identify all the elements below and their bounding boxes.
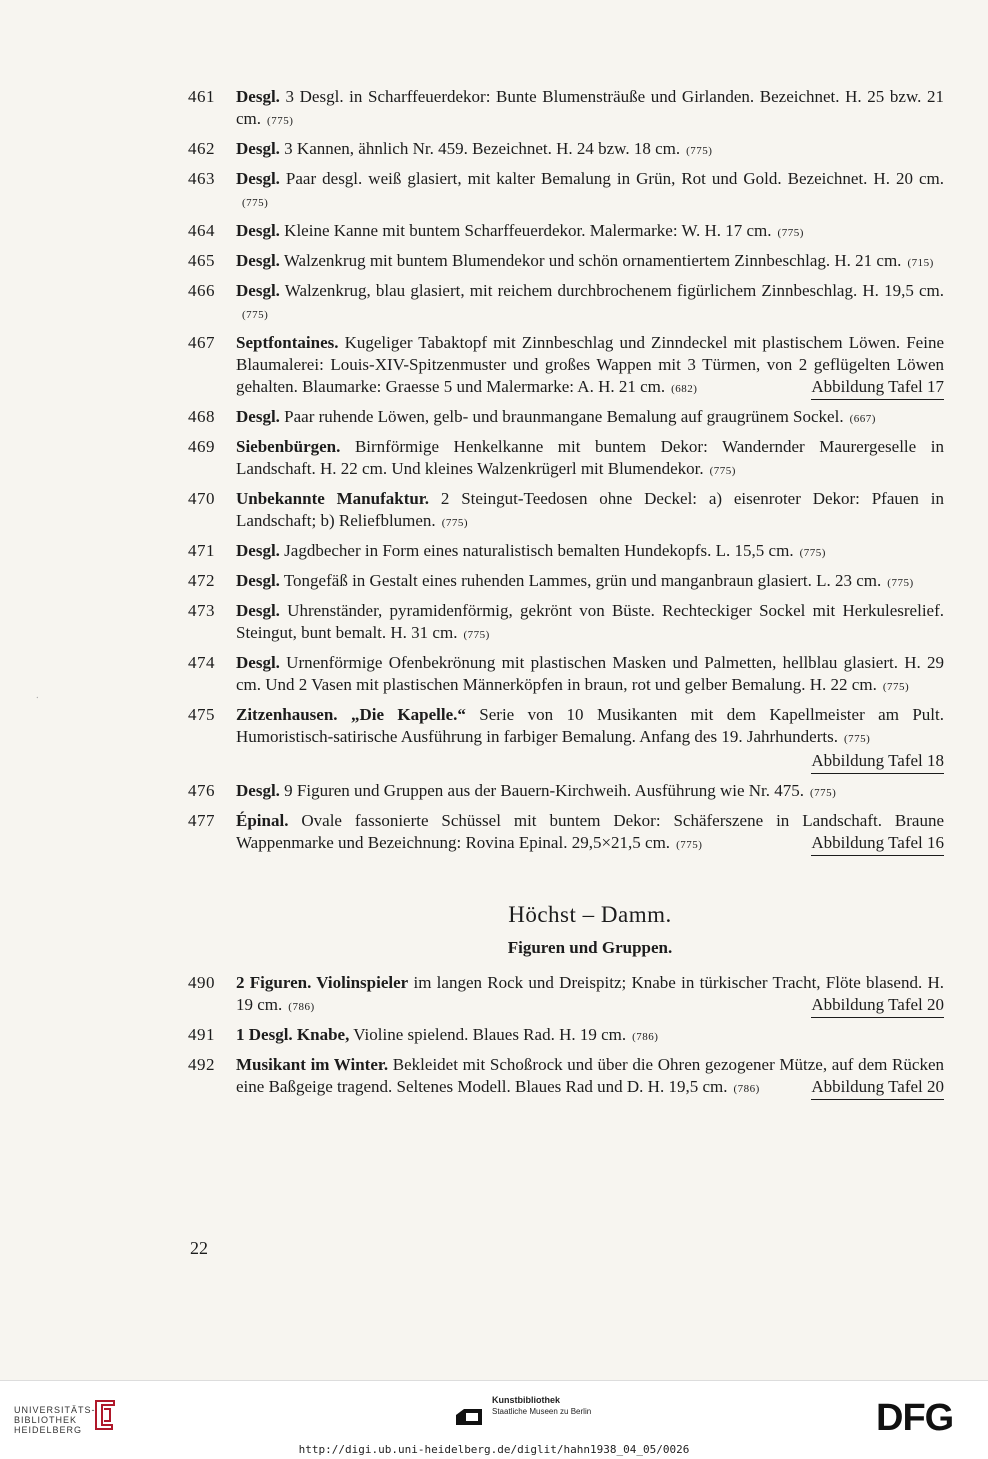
entry-text: Bekleidet mit Schoßrock und über die Ohren gezogener Mütze, auf dem Rücken eine Baßgeige tragend. Seltenes Modell. Blaues Rad und D. H. 19,5 cm. [236,1055,944,1096]
entry-title: Épinal. [236,811,289,830]
entry-body [236,780,944,804]
entry-number: 492 [188,1055,215,1074]
catalog-entry [188,250,944,274]
kb-subtitle: Staatliche Museen zu Berlin [492,1407,592,1416]
kunstbibliothek-label [492,1395,591,1417]
scan-mark: ⸱ [36,693,39,704]
entry-number: 465 [188,251,215,270]
entry-number: 467 [188,333,215,352]
entry-number: 473 [188,601,215,620]
kunstbibliothek-logo-icon[interactable] [452,1405,486,1429]
entry-body [236,138,944,162]
entry-reference: (715) [907,257,934,269]
entry-title: Unbekannte Manufaktur. [236,489,430,508]
entry-text: Kleine Kanne mit buntem Scharffeuerdekor. Malermarke: W. H. 17 cm. [279,221,772,240]
entry-title: Zitzenhausen. „Die Kapelle.“ [236,705,466,724]
entry-body [236,168,944,214]
footer-bar [0,1380,988,1459]
entry-number: 491 [188,1025,215,1044]
entry-number: 461 [188,87,215,106]
entry-title: Desgl. [236,781,280,800]
entry-reference: (775) [799,547,826,559]
entry-body [236,220,944,244]
entry-number: 472 [188,571,215,590]
catalog-entry [188,436,944,482]
entry-number: 462 [188,139,215,158]
entry-body [236,1054,944,1100]
entry-title: Desgl. [236,87,280,106]
entry-text: Urnenförmige Ofenbekrönung mit plastischen Masken und Palmetten, hellblau glasiert. H. 29 cm. Und 2 Vasen mit plastischen Männerköpfen in braun, rot und gelber Bemalung. H. 22 cm. [236,653,944,694]
entry-text: Uhrenständer, pyramidenförmig, gekrönt von Büste. Rechteckiger Sockel mit Herkulesrelief. Steingut, bunt bemalt. H. 31 cm. [236,601,944,642]
catalog-entry [188,280,944,326]
entry-text: Tongefäß in Gestalt eines ruhenden Lammes, grün und manganbraun glasiert. L. 23 cm. [279,571,882,590]
catalog-entry [188,488,944,534]
entry-title: 2 Figuren. Violinspieler [236,973,409,992]
entry-number: 475 [188,705,215,724]
catalog-entry [188,540,944,564]
university-logo-icon[interactable] [90,1397,120,1433]
entry-text: Paar ruhende Löwen, gelb- und braunmangane Bemalung auf graugrünem Sockel. [279,407,844,426]
entry-text: Serie von 10 Musikanten mit dem Kapellmeister am Pult. Humoristisch-satirische Ausführung in farbiger Bemalung. Anfang des 19. Jahrhunderts. [236,705,944,746]
catalog-entry [188,332,944,400]
entry-text: 2 Steingut-Teedosen ohne Deckel: a) eisenroter Dekor: Pfauen in Landschaft; b) Reliefblumen. [236,489,944,530]
uni-line-2: BIBLIOTHEK [14,1415,78,1425]
entry-reference: (775) [686,145,713,157]
entry-text: Jagdbecher in Form eines naturalistisch bemalten Hundekopfs. L. 15,5 cm. [279,541,794,560]
entry-reference: (786) [632,1031,659,1043]
entry-body [236,600,944,646]
catalog-entry [188,220,944,244]
entry-text: Violine spielend. Blaues Rad. H. 19 cm. [349,1025,627,1044]
permalink-url[interactable]: http://digi.ub.uni-heidelberg.de/diglit/hahn1938_04_05/0026 [298,1443,690,1456]
entry-title: Musikant im Winter. [236,1055,389,1074]
plate-reference: Abbildung Tafel 18 [811,750,944,774]
plate-reference: Abbildung Tafel 17 [811,376,944,400]
entry-body [236,540,944,564]
entry-number: 464 [188,221,215,240]
catalog-entry [188,1054,944,1100]
entry-body [236,250,944,274]
entry-reference: (786) [733,1083,760,1095]
entry-title: Siebenbürgen. [236,437,341,456]
entry-text: Paar desgl. weiß glasiert, mit kalter Bemalung in Grün, Rot und Gold. Bezeichnet. H. 20 cm. [279,169,944,188]
entry-body [236,972,944,1018]
entry-body [236,704,944,774]
entry-number: 469 [188,437,215,456]
entry-number: 474 [188,653,215,672]
entry-reference: (775) [242,197,269,209]
entry-number: 468 [188,407,215,426]
entry-title: Desgl. [236,541,280,560]
catalog-entry [188,780,944,804]
plate-reference: Abbildung Tafel 20 [811,1076,944,1100]
university-library-label[interactable] [14,1405,96,1435]
entry-title: Septfontaines. [236,333,339,352]
entry-text: Birnförmige Henkelkanne mit buntem Dekor: Wandernder Maurergeselle in Landschaft. H. 22 cm. Und kleines Walzenkrügerl mit Blumendekor. [236,437,944,478]
catalog-entry [188,972,944,1018]
uni-line-1: UNIVERSITÄTS- [14,1405,96,1415]
entry-reference: (775) [242,309,269,321]
catalog-entry [188,810,944,856]
section-title: Höchst – Damm. [508,902,672,927]
entry-body [236,406,944,430]
entry-reference: (775) [843,733,871,745]
entry-reference: (775) [267,115,294,127]
entry-body [236,810,944,856]
catalog-entry [188,1024,944,1048]
entry-title: Desgl. [236,571,280,590]
entry-title: Desgl. [236,653,280,672]
entry-body [236,86,944,132]
dfg-logo[interactable]: DFG [876,1397,954,1439]
entry-body [236,488,944,534]
entry-body [236,436,944,482]
catalog-entry [188,570,944,594]
entry-body [236,280,944,326]
entry-text: Kugeliger Tabaktopf mit Zinnbeschlag und Zinndeckel mit plastischem Löwen. Feine Blaumalerei: Louis-XIV-Spitzenmuster und großes Wappen mit 3 Türmen, von 2 geflügelten Löwen gehalten. Blaumarke: Graesse 5 und Malermarke: A. H. 21 cm. [236,333,944,396]
entry-title: Desgl. [236,139,280,158]
entry-body [236,1024,944,1048]
entry-reference: (775) [441,517,469,529]
entry-reference: (775) [809,787,837,799]
plate-reference: Abbildung Tafel 20 [811,994,944,1018]
entry-reference: (775) [709,465,736,477]
entry-text: Walzenkrug mit buntem Blumendekor und schön ornamentiertem Zinnbeschlag. H. 21 cm. [279,251,902,270]
kb-title: Kunstbibliothek [492,1395,560,1405]
entry-reference: (775) [777,227,804,239]
catalog-entry [188,600,944,646]
entry-text: Walzenkrug, blau glasiert, mit reichem durchbrochenem figürlichem Zinnbeschlag. H. 19,5 cm. [279,281,944,300]
entry-body [236,332,944,400]
catalog-entry [188,406,944,430]
entry-title: 1 Desgl. Knabe, [236,1025,350,1044]
entry-title: Desgl. [236,407,280,426]
entry-text: im langen Rock und Dreispitz; Knabe in türkischer Tracht, Flöte blasend. H. 19 cm. [236,973,944,1014]
entry-number: 476 [188,781,215,800]
plate-reference: Abbildung Tafel 16 [811,832,944,856]
entries-list [188,86,944,1106]
entry-reference: (667) [849,413,876,425]
entry-title: Desgl. [236,601,280,620]
catalog-entry [188,168,944,214]
entry-number: 470 [188,489,215,508]
entry-number: 463 [188,169,215,188]
catalog-entry [188,704,944,774]
entry-text: 9 Figuren und Gruppen aus der Bauern-Kirchweih. Ausführung wie Nr. 475. [279,781,804,800]
entry-reference: (786) [288,1001,315,1013]
entry-number: 477 [188,811,215,830]
entry-text: 3 Kannen, ähnlich Nr. 459. Bezeichnet. H. 24 bzw. 18 cm. [279,139,681,158]
entry-title: Desgl. [236,251,280,270]
entry-title: Desgl. [236,281,280,300]
catalog-entry [188,86,944,132]
entry-reference: (775) [676,839,703,851]
entry-body [236,570,944,594]
entry-text: Ovale fassonierte Schüssel mit buntem Dekor: Schäferszene in Landschaft. Braune Wappenmarke und Bezeichnung: Rovina Epinal. 29,5×21,5 cm. [236,811,944,852]
entry-body [236,652,944,698]
uni-line-3: HEIDELBERG [14,1425,83,1435]
entry-reference: (775) [882,681,910,693]
catalog-entry [188,138,944,162]
section-subtitle: Figuren und Gruppen. [507,938,673,957]
entry-reference: (775) [887,577,914,589]
entry-number: 490 [188,973,215,992]
entry-number: 466 [188,281,215,300]
entry-title: Desgl. [236,221,280,240]
catalog-entry [188,652,944,698]
entry-reference: (775) [463,629,490,641]
entry-reference: (682) [671,383,698,395]
entry-title: Desgl. [236,169,280,188]
entry-text: 3 Desgl. in Scharffeuerdekor: Bunte Blumensträuße und Girlanden. Bezeichnet. H. 25 bzw. 21 cm. [236,87,944,128]
page-number: 22 [190,1238,208,1258]
entry-number: 471 [188,541,215,560]
